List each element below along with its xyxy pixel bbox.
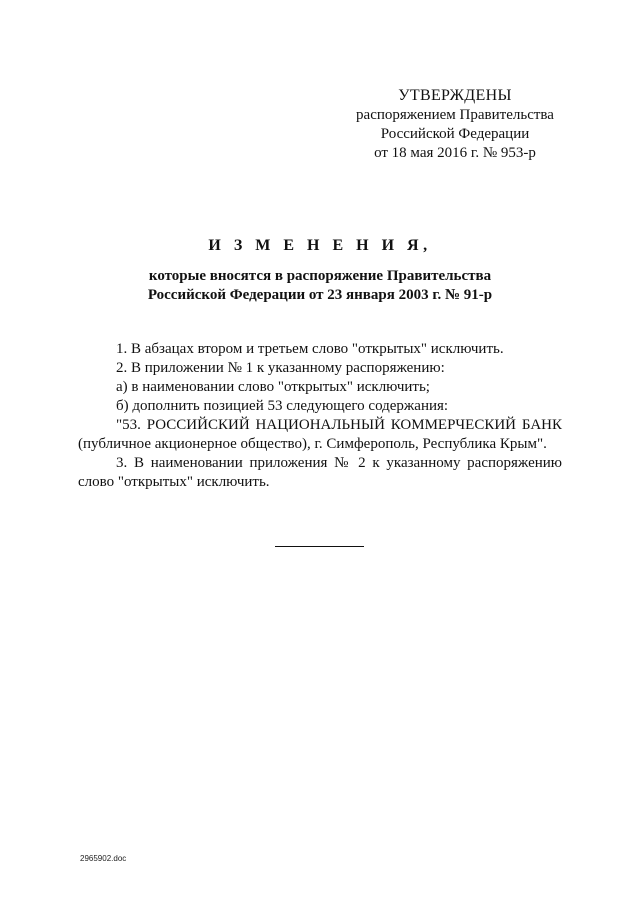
paragraph-1: 1. В абзацах втором и третьем слово "открытых" исключить. (116, 341, 504, 357)
document-title: И З М Е Н Е Н И Я, (208, 237, 432, 254)
separator-line (275, 546, 364, 547)
document-subtitle-line-2: Российской Федерации от 23 января 2003 г. № 91-р (147, 287, 493, 303)
document-heading (0, 237, 640, 305)
footer-filename: 2965902.doc (80, 854, 127, 863)
approval-line-3: от 18 мая 2016 г. № 953-р (374, 145, 536, 161)
approval-title: УТВЕРЖДЕНЫ (398, 87, 512, 104)
document-body (78, 340, 562, 492)
paragraph-2: 2. В приложении № 1 к указанному распоряжению: (116, 360, 445, 376)
paragraph-5: "53. РОССИЙСКИЙ НАЦИОНАЛЬНЫЙ КОММЕРЧЕСКИЙ БАНК (публичное акционерное общество), г. Симферополь, Республика Крым". (78, 417, 562, 452)
approval-line-2: Российской Федерации (380, 126, 530, 142)
approval-line-1: распоряжением Правительства (356, 107, 554, 123)
paragraph-6: 3. В наименовании приложения № 2 к указанному распоряжению слово "открытых" исключить. (78, 455, 562, 490)
document-subtitle-line-1: которые вносятся в распоряжение Правительства (148, 268, 492, 284)
approval-block (330, 86, 580, 163)
paragraph-3: а) в наименовании слово "открытых" исключить; (116, 379, 430, 395)
paragraph-4: б) дополнить позицией 53 следующего содержания: (116, 398, 449, 414)
